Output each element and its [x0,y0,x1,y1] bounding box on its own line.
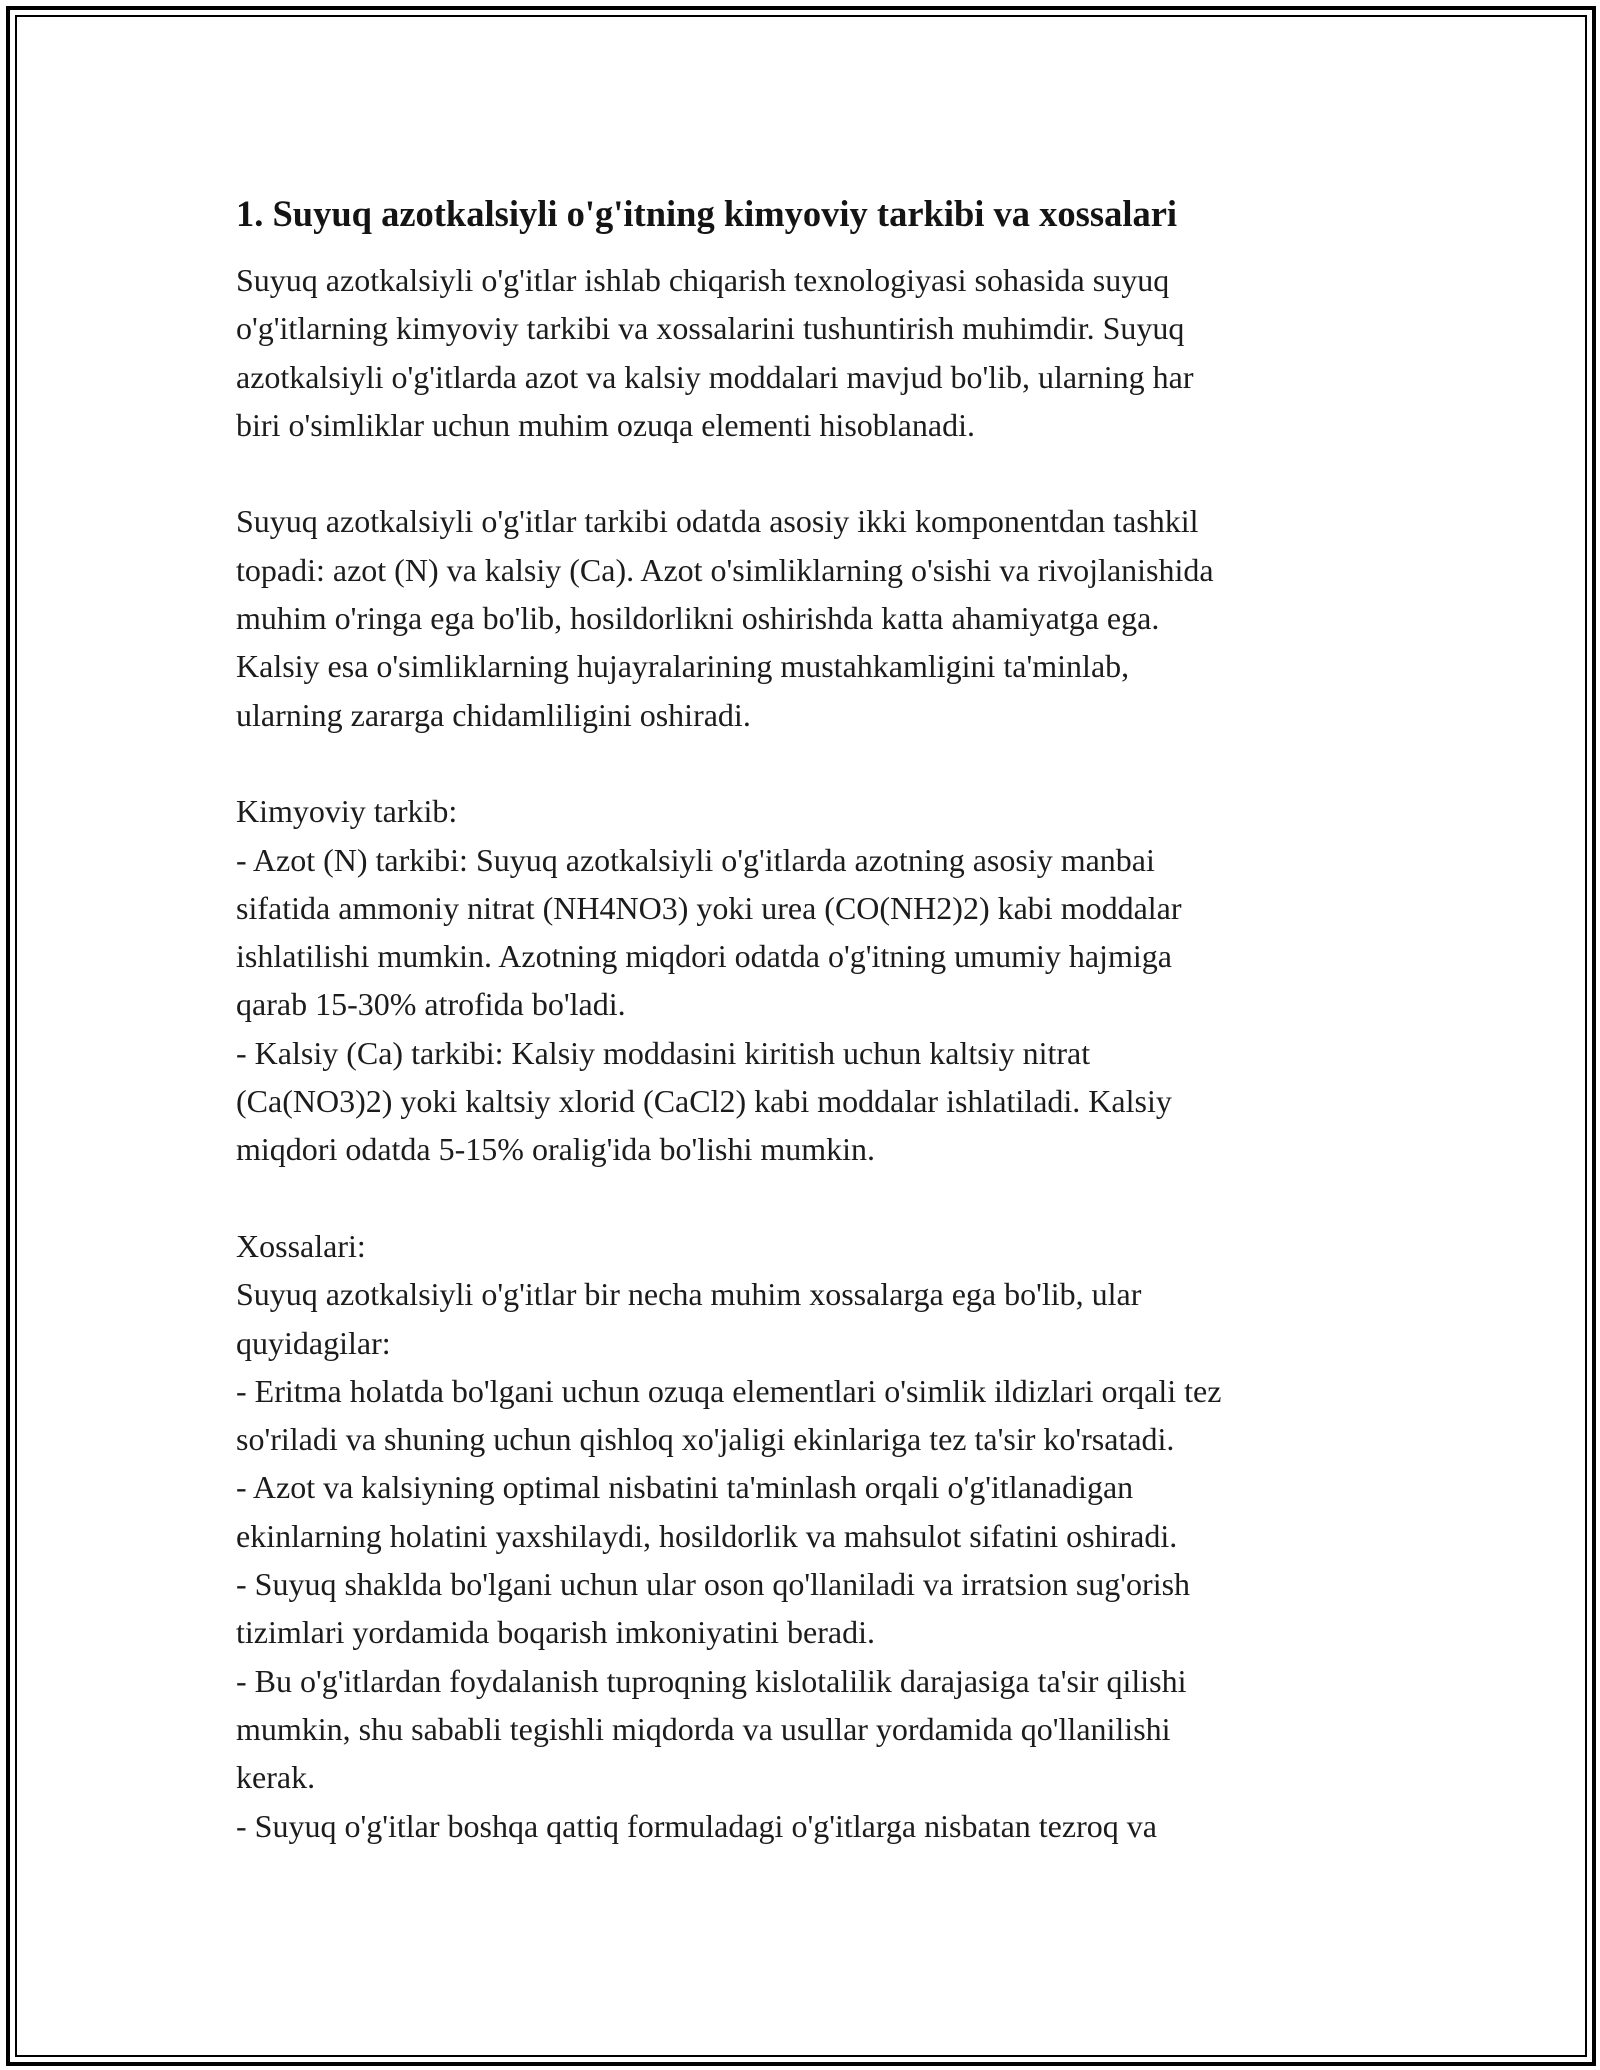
list-item-line: - Azot (N) tarkibi: Suyuq azotkalsiyli o'g'itlarda azotning asosiy manbai [236,841,1155,878]
list-item-line: - Suyuq shaklda bo'lgani uchun ular oson qo'llaniladi va irratsion sug'orish [236,1566,1191,1603]
paragraph-properties [236,1222,1376,1850]
text-line: ekinlarning holatini yaxshilaydi, hosildorlik va mahsulot sifatini oshiradi. [236,1517,1178,1554]
text-line: so'riladi va shuning uchun qishloq xo'jaligi ekinlariga tez ta'sir ko'rsatadi. [236,1421,1175,1458]
paragraph-composition [236,497,1376,738]
text-line: ularning zararga chidamliligini oshiradi. [236,696,751,733]
paragraph-intro [236,256,1376,449]
text-line: topadi: azot (N) va kalsiy (Ca). Azot o'simliklarning o'sishi va rivojlanishida [236,551,1214,588]
text-line: o'g'itlarning kimyoviy tarkibi va xossalarini tushuntirish muhimdir. Suyuq [236,310,1185,347]
text-line: mumkin, shu sababli tegishli miqdorda va usullar yordamida qo'llanilishi [236,1710,1171,1747]
paragraph-gap [236,449,1376,497]
text-line: ishlatilishi mumkin. Azotning miqdori odatda o'g'itning umumiy hajmiga [236,938,1172,975]
text-line: quyidagilar: [236,1324,391,1361]
document-body [236,190,1376,1850]
list-item-line: - Suyuq o'g'itlar boshqa qattiq formuladagi o'g'itlarga nisbatan tezroq va [236,1807,1157,1844]
subheading-line: Kimyoviy tarkib: [236,793,458,830]
text-line: sifatida ammoniy nitrat (NH4NO3) yoki urea (CO(NH2)2) kabi moddalar [236,889,1182,926]
text-line: Kalsiy esa o'simliklarning hujayralarining mustahkamligini ta'minlab, [236,648,1130,685]
list-item-line: - Eritma holatda bo'lgani uchun ozuqa elementlari o'simlik ildizlari orqali tez [236,1372,1222,1409]
paragraph-gap [236,1174,1376,1222]
text-line: kerak. [236,1759,316,1796]
list-item-line: - Bu o'g'itlardan foydalanish tuproqning kislotalilik darajasiga ta'sir qilishi [236,1662,1187,1699]
paragraph-gap [236,739,1376,787]
text-line: (Ca(NO3)2) yoki kaltsiy xlorid (CaCl2) kabi moddalar ishlatiladi. Kalsiy [236,1083,1172,1120]
text-line: qarab 15-30% atrofida bo'ladi. [236,986,626,1023]
list-item-line: - Kalsiy (Ca) tarkibi: Kalsiy moddasini kiritish uchun kaltsiy nitrat [236,1034,1091,1071]
text-line: Suyuq azotkalsiyli o'g'itlar bir necha muhim xossalarga ega bo'lib, ular [236,1276,1142,1313]
section-heading: 1. Suyuq azotkalsiyli o'g'itning kimyoviy tarkibi va xossalari [236,193,1178,234]
text-line: biri o'simliklar uchun muhim ozuqa elementi hisoblanadi. [236,406,975,443]
text-line: miqdori odatda 5-15% oralig'ida bo'lishi mumkin. [236,1131,875,1168]
text-line: Suyuq azotkalsiyli o'g'itlar ishlab chiqarish texnologiyasi sohasida suyuq [236,262,1170,298]
list-item-line: - Azot va kalsiyning optimal nisbatini ta'minlash orqali o'g'itlanadigan [236,1469,1134,1506]
text-line: tizimlari yordamida boqarish imkoniyatini beradi. [236,1614,875,1651]
text-line: azotkalsiyli o'g'itlarda azot va kalsiy moddalari mavjud bo'lib, ularning har [236,358,1194,395]
subheading-line: Xossalari: [236,1227,366,1264]
paragraph-chemical-composition [236,787,1376,1173]
text-line: muhim o'ringa ega bo'lib, hosildorlikni oshirishda katta ahamiyatga ega. [236,600,1160,637]
text-line: Suyuq azotkalsiyli o'g'itlar tarkibi odatda asosiy ikki komponentdan tashkil [236,503,1199,540]
